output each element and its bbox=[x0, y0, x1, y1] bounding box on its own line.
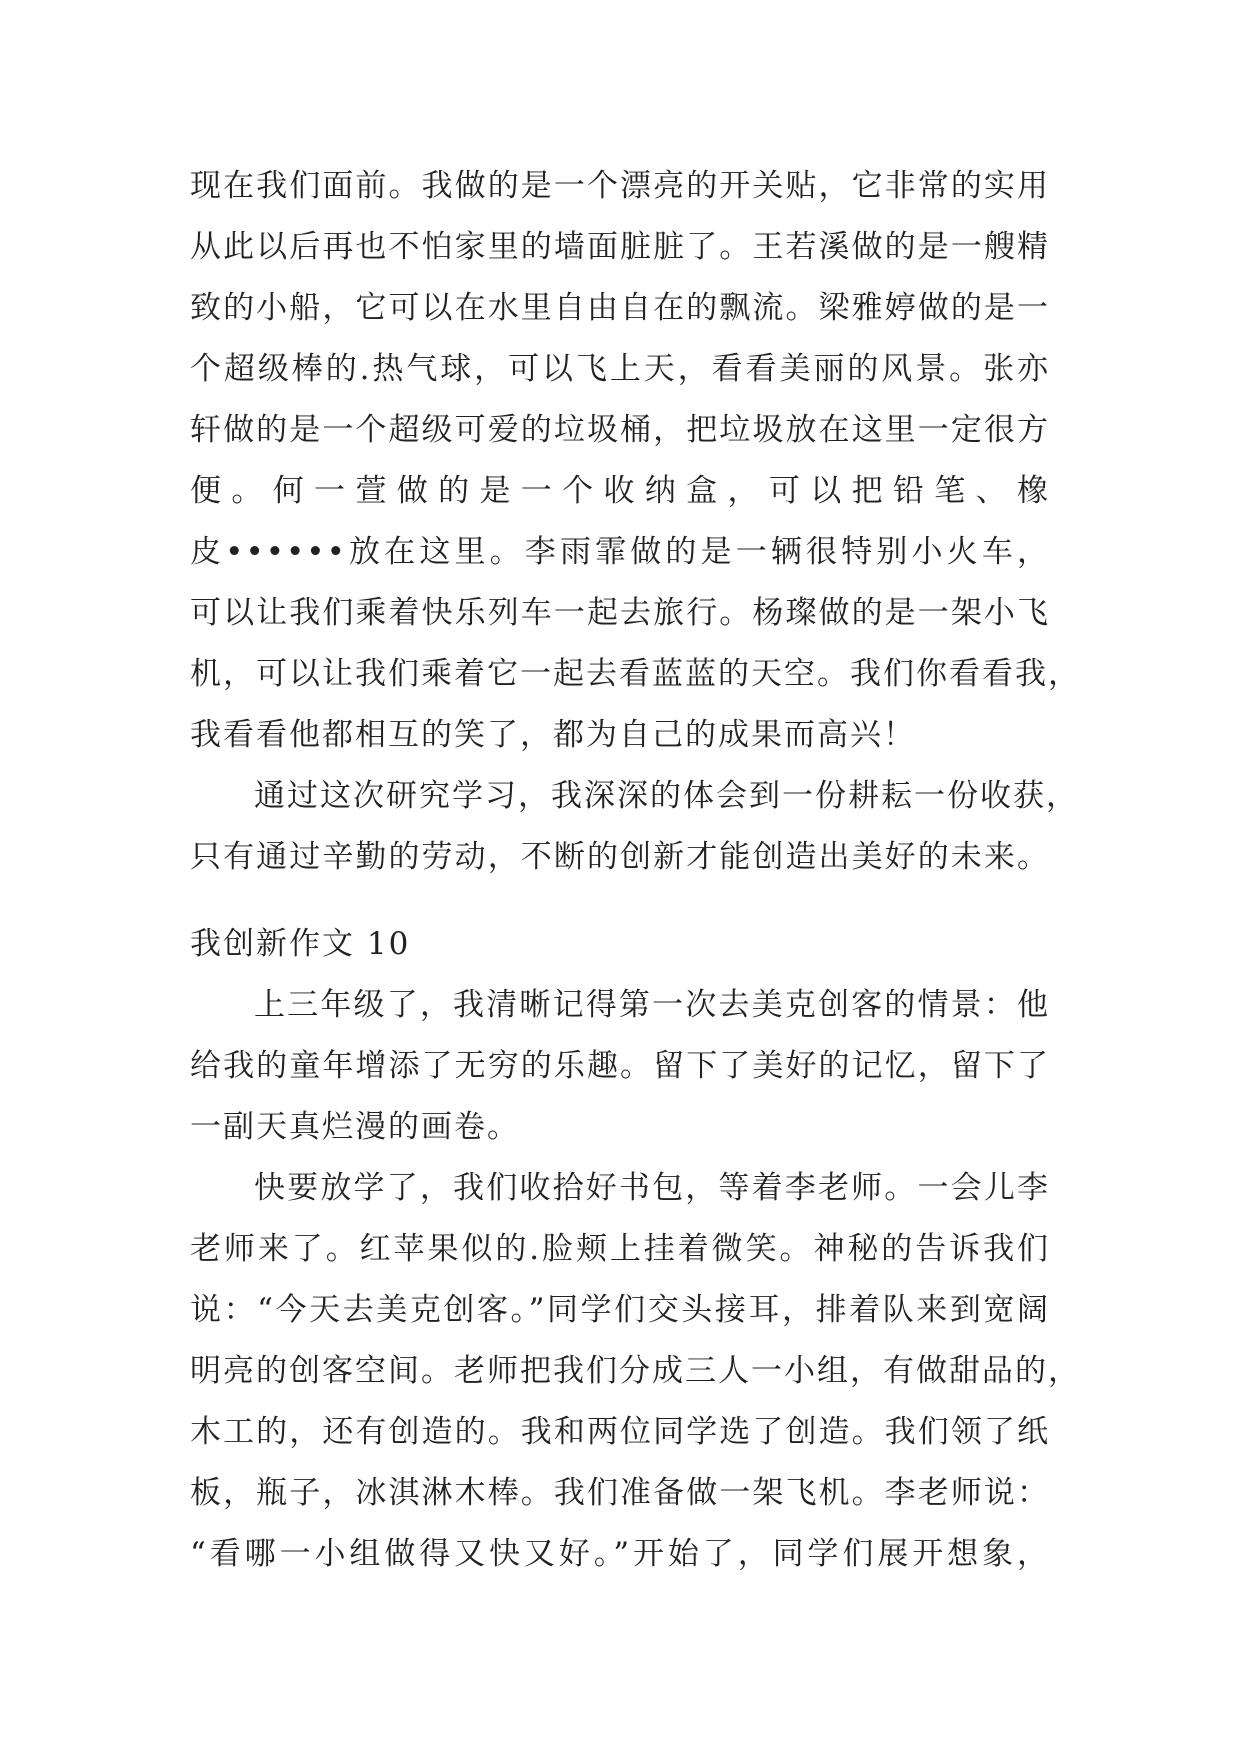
text-line: 皮••••••放在这里。李雨霏做的是一辆很特别小火车， bbox=[190, 534, 1050, 570]
text-line: 木工的，还有创造的。我和两位同学选了创造。我们领了纸 bbox=[190, 1414, 1050, 1450]
text-line-paragraph-start: 上三年级了，我清晰记得第一次去美克创客的情景：他 bbox=[254, 987, 1050, 1023]
text-line: 一副天真烂漫的画卷。 bbox=[190, 1109, 520, 1145]
text-line-paragraph-start: 快要放学了，我们收拾好书包，等着李老师。一会儿李 bbox=[254, 1170, 1050, 1206]
text-line: 便。何一萱做的是一个收纳盒，可以把铅笔、橡 bbox=[190, 473, 1050, 509]
text-line: 现在我们面前。我做的是一个漂亮的开关贴，它非常的实用 bbox=[190, 168, 1050, 204]
text-line: 致的小船，它可以在水里自由自在的飘流。梁雅婷做的是一 bbox=[190, 290, 1050, 326]
text-line: 明亮的创客空间。老师把我们分成三人一小组，有做甜品的， bbox=[190, 1353, 1081, 1389]
text-line: 说：“今天去美克创客。”同学们交头接耳，排着队来到宽阔 bbox=[190, 1292, 1050, 1328]
text-line: 老师来了。红苹果似的.脸颊上挂着微笑。神秘的告诉我们 bbox=[190, 1231, 1050, 1267]
text-line: 机，可以让我们乘着它一起去看蓝蓝的天空。我们你看看我， bbox=[190, 656, 1081, 692]
text-line: 给我的童年增添了无穷的乐趣。留下了美好的记忆，留下了 bbox=[190, 1048, 1050, 1084]
section-2-text bbox=[190, 0, 1081, 1600]
section-heading: 我创新作文 10 bbox=[190, 926, 411, 962]
text-line: 轩做的是一个超级可爱的垃圾桶，把垃圾放在这里一定很方 bbox=[190, 412, 1050, 448]
text-line: 从此以后再也不怕家里的墙面脏脏了。王若溪做的是一艘精 bbox=[190, 229, 1050, 265]
text-line: 只有通过辛勤的劳动，不断的创新才能创造出美好的未来。 bbox=[190, 839, 1050, 875]
text-line-paragraph-start: 通过这次研究学习，我深深的体会到一份耕耘一份收获， bbox=[254, 778, 1079, 814]
text-line: 我看看他都相互的笑了，都为自己的成果而高兴！ bbox=[190, 717, 916, 753]
text-line: 板，瓶子，冰淇淋木棒。我们准备做一架飞机。李老师说： bbox=[190, 1475, 1050, 1511]
text-line: 个超级棒的.热气球，可以飞上天，看看美丽的风景。张亦 bbox=[190, 351, 1050, 387]
text-line: “看哪一小组做得又快又好。”开始了，同学们展开想象， bbox=[190, 1536, 1050, 1572]
text-line: 可以让我们乘着快乐列车一起去旅行。杨璨做的是一架小飞 bbox=[190, 595, 1050, 631]
